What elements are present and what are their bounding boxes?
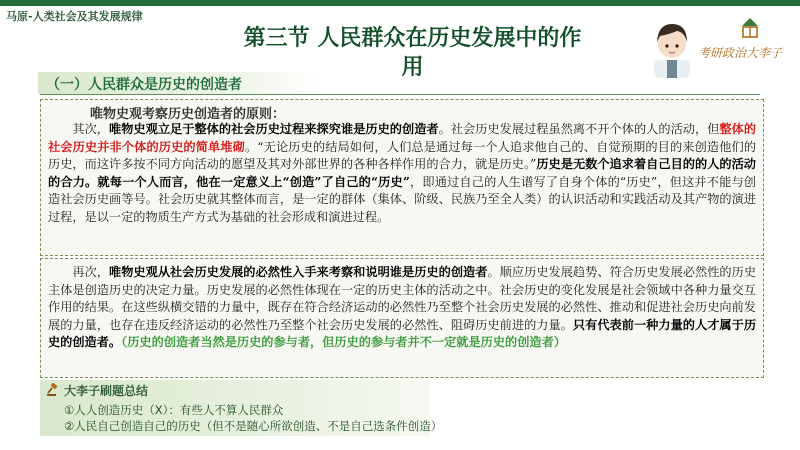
para2-green-note: （历史的创造者当然是历史的参与者，但历史的参与者并不一定就是历史的创造者） [121,335,566,350]
para1-lead: 其次， [72,122,110,136]
course-tag: 马原-人类社会及其发展规律 [6,10,143,23]
section-heading-bar [38,72,318,94]
para1-red-highlight: 整体的社会历史并非个体的历史的简单堆砌 [48,122,757,154]
paragraph-2 [48,264,756,352]
para2-key-point: 唯物史观从社会历史发展的必然性入手来考察和说明谁是历史的创造者 [109,265,488,279]
para2-text: 。顺应历史发展趋势、符合历史发展必然性的历史主体是创造历史的决定力量。历史发展的必然性体现在一定的历史主体的活动之中。社会历史的变化发展是社会领域中各种力量交互作用的结果。在这些纵横交错的力量中，既存在符合经济运动的必然性乃至整个社会历史发展的必然性、推动和促进社会历史向前发展的力量，也存在违反经济运动的必然性乃至整个社会历史发展的必然性、阻碍历史前进的力量。 [48,265,757,332]
brand-name: 考研政治大李子 [698,46,783,60]
section-heading: （一）人民群众是历史的创造者 [46,77,242,93]
gavel-icon [46,383,60,397]
para1-key-point-2: 历史是无数个追求着自己目的的人的活动的合力。就每一个人而言，他在一定意义上“创造”了自己的“历史” [48,157,756,189]
para2-lead: 再次， [72,265,110,279]
avatar-illustration [650,18,694,78]
page-title-line1: 第三节 人民群众在历史发展中的作 [243,26,582,51]
section-divider [40,94,760,95]
para1-text-a: 。社会历史发展过程虽然离不开个体的人的活动，但 [438,122,720,136]
top-accent-bar [0,0,800,6]
para2-conclusion: 只有代表前一种力量的人才属于历史的创造者。 [48,317,757,350]
para1-key-point: 唯物史观立足于整体的社会历史过程来探究谁是历史的创造者 [109,122,439,136]
brand-logo-icon [738,16,762,42]
page-title-line2: 用 [401,55,424,80]
summary-title: 大李子刷题总结 [64,384,149,398]
paragraph-1 [48,121,756,227]
principle-title: 唯物史观考察历史创造者的原则： [90,107,286,122]
summary-line-2: ②人民自己创造自己的历史（但不是随心所欲创造、不是自己选条件创造） [64,419,443,433]
para1-quote: 。“无论历史的结局如何，人们总是通过每一个人追求他自己的、自觉预期的目的来创造他们的历史，而这许多按不同方向活动的愿望及其对外部世界的各种各样作用的合力，就是历史。” [48,139,757,172]
summary-line-1: ①人人创造历史（X）：有些人不算人民群众 [64,403,284,417]
para1-text-b: ，即通过自己的人生谱写了自身个体的“历史”，但这并不能与创造社会历史画等号。社会历史就其整体而言，是一定的群体（集体、阶级、民族乃至全人类）的认识活动和实践活动及其产物的演进过程，是以一定的物质生产方式为基础的社会形成和演进过程。 [48,174,756,224]
